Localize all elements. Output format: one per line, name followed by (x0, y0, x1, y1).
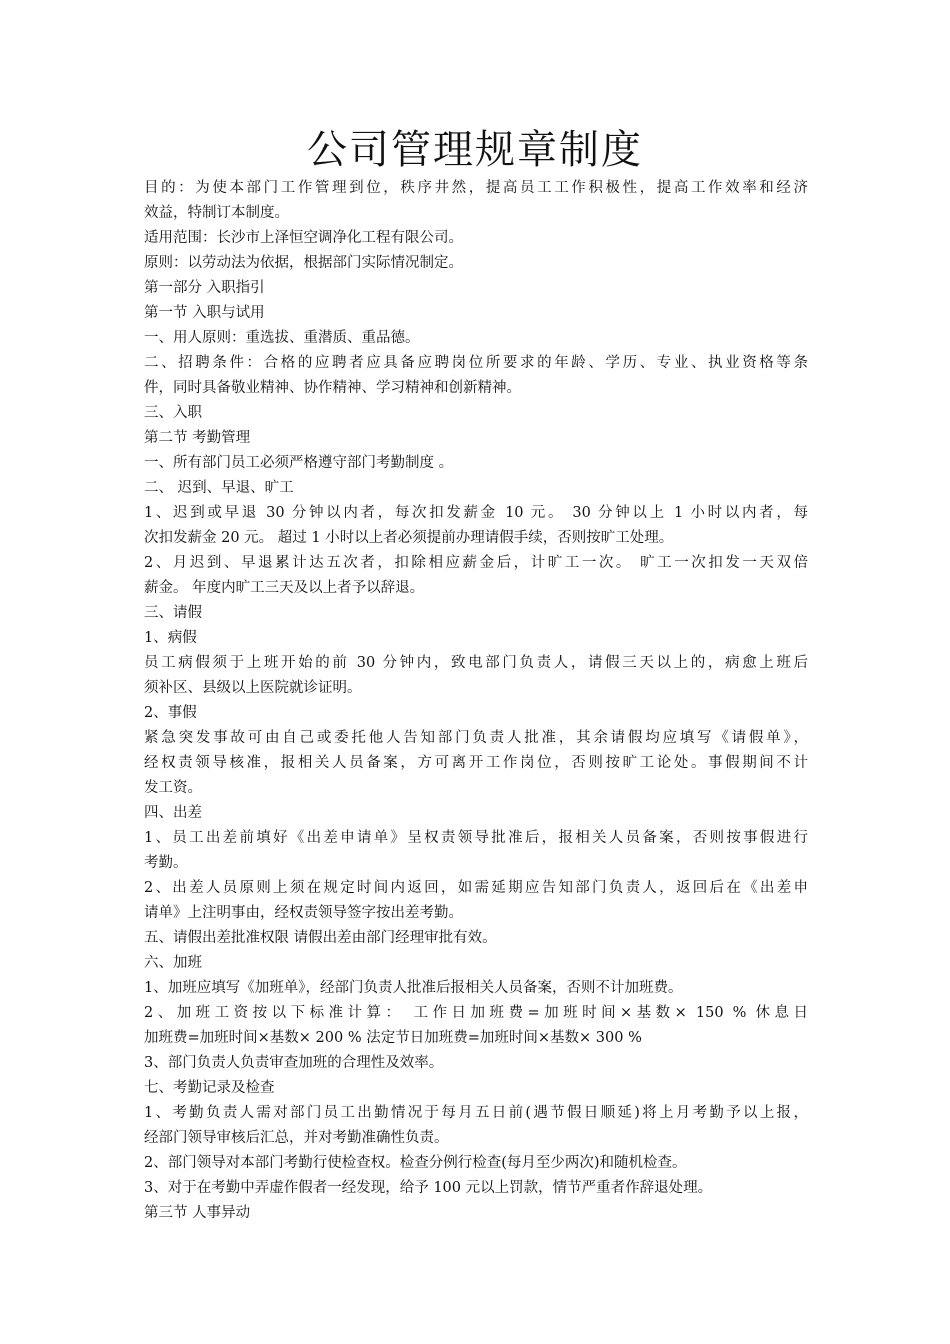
paragraph-line: 三、入职 (144, 405, 202, 421)
paragraph-line: 二、招聘条件：合格的应聘者应具备应聘岗位所要求的年龄、学历、专业、执业资格等条 (144, 355, 808, 371)
paragraph-line: 1、病假 (144, 630, 197, 646)
paragraph-line: 2、出差人员原则上须在规定时间内返回，如需延期应告知部门负责人，返回后在《出差申 (144, 880, 808, 896)
paragraph-line: 2、加班工资按以下标准计算： 工作日加班费=加班时间×基数× 150 % 休息日 (144, 1005, 808, 1021)
paragraph-line: 次扣发薪金 20 元。 超过 1 小时以上者必须提前办理请假手续，否则按旷工处理。 (144, 530, 674, 546)
paragraph-line: 1、加班应填写《加班单》，经部门负责人批准后报相关人员备案，否则不计加班费。 (144, 980, 683, 996)
paragraph-line: 件，同时具备敬业精神、协作精神、学习精神和创新精神。 (144, 380, 521, 396)
paragraph-line: 2、月迟到、早退累计达五次者，扣除相应薪金后，计旷工一次。 旷工一次扣发一天双倍 (144, 555, 808, 571)
paragraph-line: 五、请假出差批准权限 请假出差由部门经理审批有效。 (144, 930, 497, 946)
paragraph-line: 目的：为使本部门工作管理到位，秩序井然，提高员工工作积极性，提高工作效率和经济 (144, 180, 808, 196)
paragraph-line: 发工资。 (144, 780, 202, 796)
paragraph-line: 加班费=加班时间×基数× 200 % 法定节日加班费=加班时间×基数× 300 % (144, 1030, 642, 1046)
section-heading: 第一节 入职与试用 (144, 305, 265, 321)
section-heading: 第一部分 入职指引 (144, 280, 265, 296)
paragraph-line: 一、所有部门员工必须严格遵守部门考勤制度 。 (144, 455, 454, 471)
paragraph-line: 经部门领导审核后汇总，并对考勤准确性负责。 (144, 1130, 449, 1146)
paragraph-line: 效益，特制订本制度。 (144, 205, 289, 221)
paragraph-line: 原则：以劳动法为依据，根据部门实际情况制定。 (144, 255, 463, 271)
paragraph-line: 二、 迟到、早退、旷工 (144, 480, 294, 496)
paragraph-line: 1、迟到或早退 30 分钟以内者，每次扣发薪金 10 元。 30 分钟以上 1 小时以内者，每 (144, 505, 808, 521)
document-body (144, 176, 808, 1226)
paragraph-line: 经权责领导核准，报相关人员备案，方可离开工作岗位，否则按旷工论处。事假期间不计 (144, 755, 808, 771)
paragraph-line: 适用范围：长沙市上泽恒空调净化工程有限公司。 (144, 230, 463, 246)
paragraph-line: 员工病假须于上班开始的前 30 分钟内，致电部门负责人，请假三天以上的，病愈上班后 (144, 655, 808, 671)
section-heading: 第三节 人事异动 (144, 1205, 251, 1221)
paragraph-line: 薪金。 年度内旷工三天及以上者予以辞退。 (144, 580, 425, 596)
paragraph-line: 三、请假 (144, 605, 202, 621)
paragraph-line: 3、部门负责人负责审查加班的合理性及效率。 (144, 1055, 444, 1071)
paragraph-line: 2、部门领导对本部门考勤行使检查权。检查分例行检查(每月至少两次)和随机检查。 (144, 1155, 687, 1171)
paragraph-line: 考勤。 (144, 855, 188, 871)
paragraph-line: 紧急突发事故可由自己或委托他人告知部门负责人批准，其余请假均应填写《请假单》， (144, 730, 808, 746)
paragraph-line: 请单》上注明事由，经权责领导签字按出差考勤。 (144, 905, 463, 921)
paragraph-line: 2、事假 (144, 705, 197, 721)
paragraph-line: 七、考勤记录及检查 (144, 1080, 275, 1096)
paragraph-line: 1、考勤负责人需对部门员工出勤情况于每月五日前(遇节假日顺延)将上月考勤予以上报， (144, 1105, 808, 1121)
paragraph-line: 1、员工出差前填好《出差申请单》呈权责领导批准后，报相关人员备案，否则按事假进行 (144, 830, 808, 846)
paragraph-line: 四、出差 (144, 805, 202, 821)
paragraph-line: 3、对于在考勤中弄虚作假者一经发现，给予 100 元以上罚款，情节严重者作辞退处理。 (144, 1180, 713, 1196)
paragraph-line: 一、用人原则：重选拔、重潜质、重品德。 (144, 330, 420, 346)
paragraph-line: 六、加班 (144, 955, 202, 971)
document-title: 公司管理规章制度 (307, 127, 643, 173)
section-heading: 第二节 考勤管理 (144, 430, 251, 446)
paragraph-line: 须补区、县级以上医院就诊证明。 (144, 680, 362, 696)
